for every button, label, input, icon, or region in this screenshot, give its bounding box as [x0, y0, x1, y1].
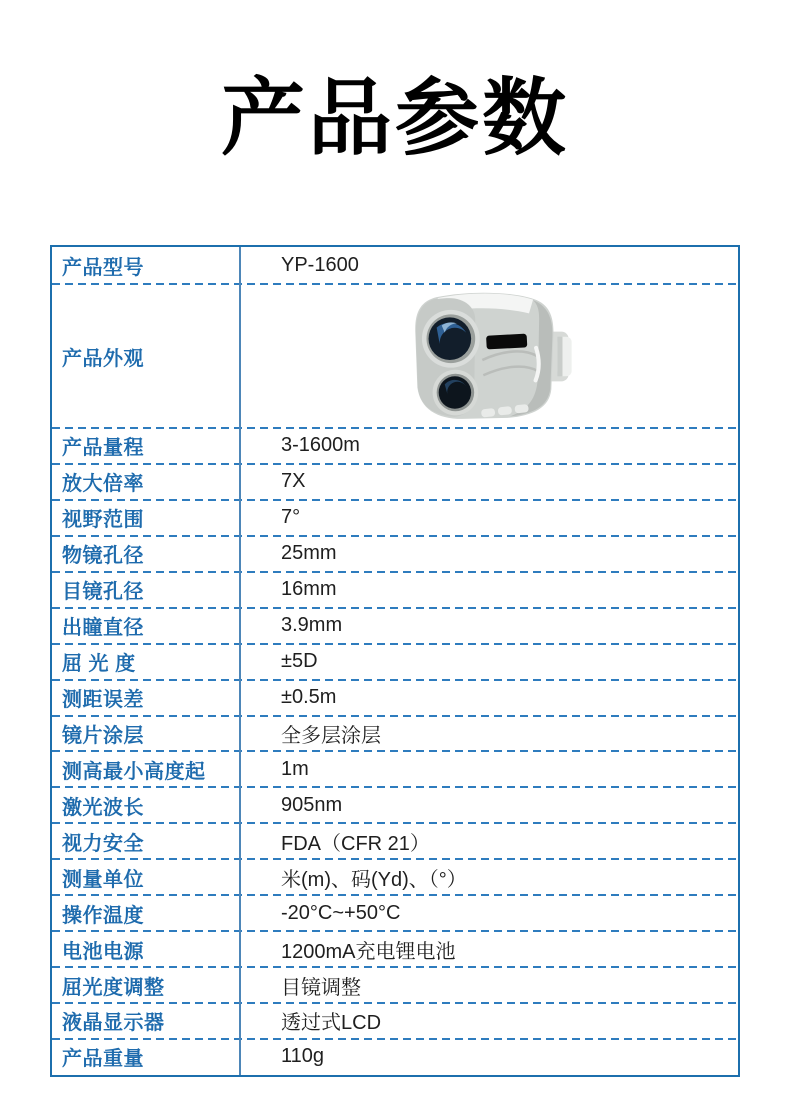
spec-row — [52, 644, 738, 680]
spec-value: ±0.5m — [281, 686, 337, 709]
spec-row — [52, 823, 738, 859]
spec-value: 110g — [281, 1045, 325, 1068]
spec-row — [52, 284, 738, 428]
spec-row — [52, 500, 738, 536]
spec-value: 目镜调整 — [281, 976, 361, 999]
spec-value: YP-1600 — [281, 254, 359, 276]
spec-label: 液晶显示器 — [62, 1012, 165, 1035]
page-title: 产品参数 — [220, 68, 569, 167]
spec-row — [52, 1003, 738, 1039]
spec-label: 物镜孔径 — [62, 545, 144, 568]
spec-row — [52, 859, 738, 895]
spec-value: 1200mA充电锂电池 — [281, 940, 456, 963]
spec-row — [52, 247, 738, 284]
spec-label: 视野范围 — [62, 509, 144, 532]
spec-label: 激光波长 — [62, 796, 144, 819]
spec-value: 1m — [281, 757, 309, 780]
spec-table — [50, 245, 740, 1077]
spec-row — [52, 680, 738, 716]
objective-lens — [421, 309, 479, 367]
rangefinder-product-photo — [241, 284, 738, 428]
spec-row — [52, 716, 738, 752]
spec-row — [52, 536, 738, 572]
spec-label: 测高最小高度起 — [62, 760, 206, 783]
spec-label: 测距误差 — [62, 689, 144, 712]
spec-row — [52, 608, 738, 644]
spec-label: 操作温度 — [62, 904, 144, 927]
spec-value: ±5D — [281, 650, 318, 673]
spec-row — [52, 572, 738, 608]
spec-label: 出瞳直径 — [62, 617, 144, 640]
rangefinder-illustration — [406, 288, 584, 425]
spec-value: 7X — [281, 470, 306, 493]
spec-label: 产品外观 — [62, 347, 144, 370]
spec-value: 透过式LCD — [281, 1012, 382, 1035]
spec-label: 测量单位 — [62, 868, 144, 891]
spec-value: 3-1600m — [281, 434, 360, 457]
laser-slot — [486, 333, 527, 349]
spec-label: 放大倍率 — [62, 473, 144, 496]
spec-value: 米(m)、码(Yd)、（°） — [281, 868, 467, 891]
spec-row — [52, 1039, 738, 1075]
spec-value: 3.9mm — [281, 614, 343, 637]
spec-label: 目镜孔径 — [62, 581, 144, 604]
spec-row — [52, 787, 738, 823]
spec-value: 16mm — [281, 578, 337, 601]
spec-row — [52, 464, 738, 500]
column-divider — [239, 247, 241, 1075]
spec-row — [52, 751, 738, 787]
spec-row — [52, 931, 738, 967]
spec-value: 7° — [281, 506, 301, 529]
spec-value: 25mm — [281, 542, 337, 565]
spec-row — [52, 895, 738, 931]
spec-value: FDA（CFR 21） — [281, 832, 430, 855]
spec-value: -20°C~+50°C — [281, 901, 401, 924]
spec-label: 镜片涂层 — [62, 724, 144, 747]
spec-value: 905nm — [281, 793, 343, 816]
spec-label: 产品型号 — [62, 257, 144, 279]
spec-row — [52, 967, 738, 1003]
spec-label: 电池电源 — [62, 940, 144, 963]
spec-label: 产品重量 — [62, 1048, 144, 1071]
spec-value: 全多层涂层 — [281, 724, 381, 747]
spec-label: 屈 光 度 — [62, 653, 136, 676]
spec-label: 视力安全 — [62, 832, 144, 855]
spec-label: 屈光度调整 — [62, 976, 165, 999]
spec-label: 产品量程 — [62, 437, 144, 460]
laser-lens — [432, 369, 478, 415]
spec-row — [52, 428, 738, 464]
